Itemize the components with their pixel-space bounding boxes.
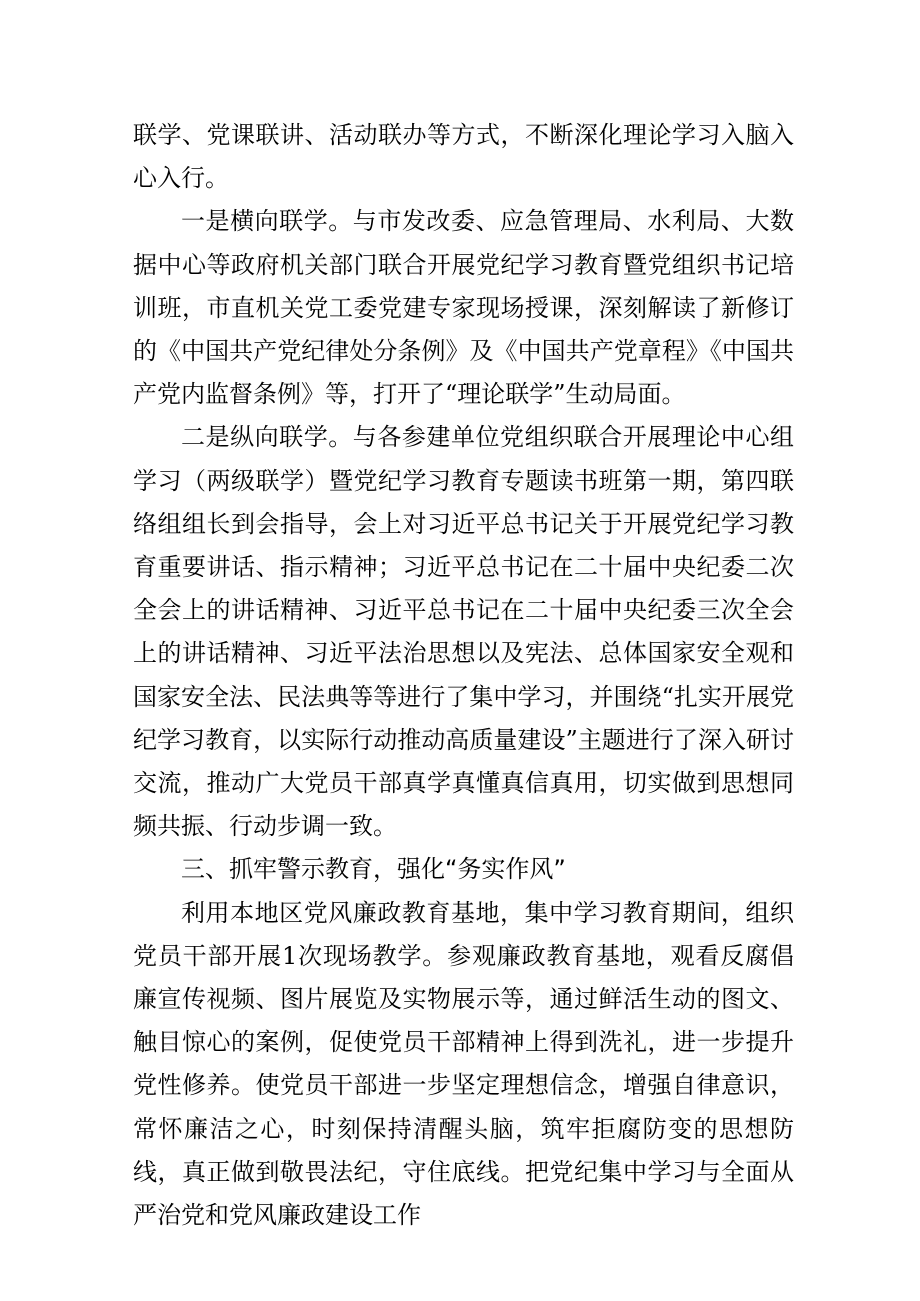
paragraph-vertical-study: 二是纵向联学。与各参建单位党组织联合开展理论中心组学习（两级联学）暨党纪学习教育专题读书班第一期，第四联络组组长到会指导，会上对习近平总书记关于开展党纪学习教育重要讲话、指示精神；习近平总书记在二十届中央纪委二次全会上的讲话精神、习近平总书记在二十届中央纪委三次全会上的讲话精神、习近平法治思想以及宪法、总体国家安全观和国家安全法、民法典等等进行了集中学习，并围绕“扎实开展党纪学习教育，以实际行动推动高质量建设”主题进行了深入研讨交流，推动广大党员干部真学真懂真信真用，切实做到思想同频共振、行动步调一致。 [133,423,794,841]
paragraph-continuation: 联学、党课联讲、活动联办等方式，不断深化理论学习入脑入心入行。 [133,121,794,193]
paragraph-warning-education: 利用本地区党风廉政教育基地，集中学习教育期间，组织党员干部开展1次现场教学。参观廉政教育基地，观看反腐倡廉宣传视频、图片展览及实物展示等，通过鲜活生动的图文、触目惊心的案例，促使党员干部精神上得到洗礼，进一步提升党性修养。使党员干部进一步坚定理想信念，增强自律意识，常怀廉洁之心，时刻保持清醒头脑，筑牢拒腐防变的思想防线，真正做到敬畏法纪，守住底线。把党纪集中学习与全面从严治党和党风廉政建设工作 [133,898,794,1230]
section-three-heading: 三、抓牢警示教育，强化“务实作风” [181,855,566,884]
paragraph-horizontal-study: 一是横向联学。与市发改委、应急管理局、水利局、大数据中心等政府机关部门联合开展党纪学习教育暨党组织书记培训班，市直机关党工委党建专家现场授课，深刻解读了新修订的《中国共产党纪律处分条例》及《中国共产党章程》《中国共产党内监督条例》等，打开了“理论联学”生动局面。 [133,207,794,409]
